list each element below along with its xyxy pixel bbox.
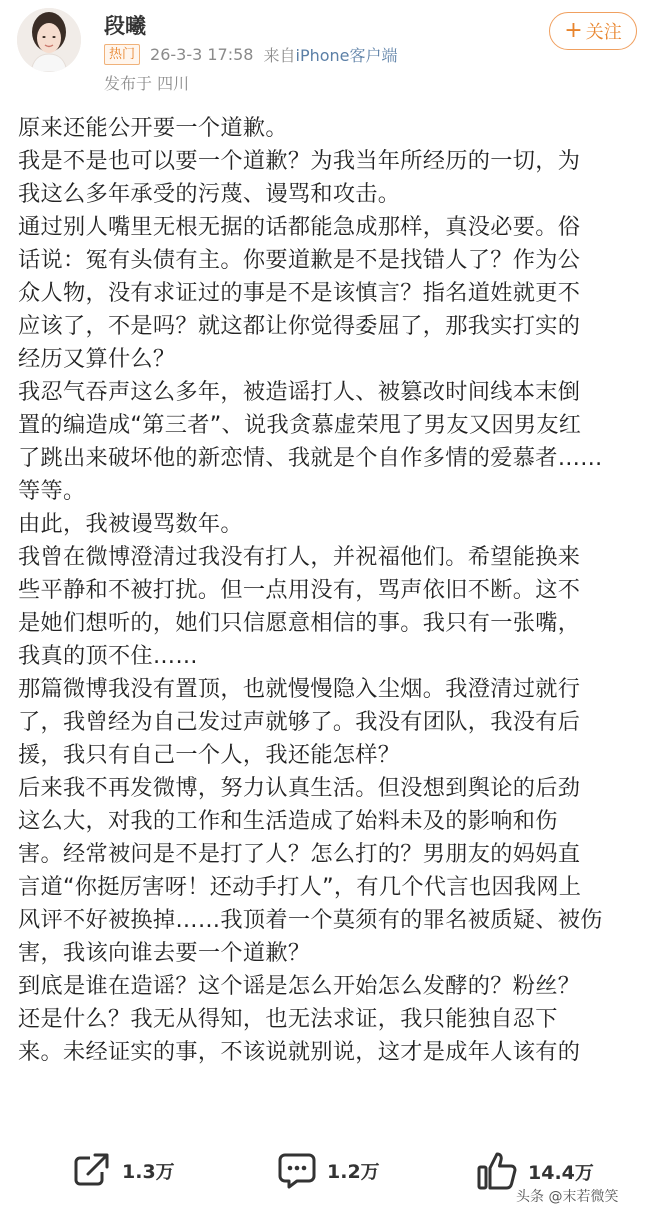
comment-icon: [277, 1150, 317, 1190]
share-button[interactable]: [72, 1150, 175, 1190]
post-line: 了，我曾经为自己发过声就够了。我没有团队，我没有后: [18, 709, 581, 735]
follow-button[interactable]: [549, 12, 637, 50]
post-line: 话说：冤有头债有主。你要道歉是不是找错人了？作为公: [18, 247, 581, 273]
post-header: [0, 0, 657, 110]
post-line: 还是什么？我无从得知，也无法求证，我只能独自忍下: [18, 1006, 558, 1032]
post-line: 言道“你挺厉害呀！还动手打人”，有几个代言也因我网上: [18, 874, 582, 900]
post-line: 了跳出来破坏他的新恋情、我就是个自作多情的爱慕者……: [18, 445, 603, 471]
share-count: 1.3万: [122, 1160, 175, 1183]
post-line: 后来我不再发微博，努力认真生活。但没想到舆论的后劲: [18, 775, 581, 801]
comment-count: 1.2万: [327, 1160, 380, 1183]
post-line: 援，我只有自己一个人，我还能怎样？: [18, 742, 401, 768]
post-line: 些平静和不被打扰。但一点用没有，骂声依旧不断。这不: [18, 577, 581, 603]
post-time: 26-3-3 17:58: [150, 44, 254, 64]
share-icon: [72, 1150, 112, 1190]
post-location: 发布于 四川: [104, 74, 190, 93]
like-count: 14.4万: [528, 1161, 594, 1184]
thumbs-up-icon: [476, 1150, 518, 1192]
post-meta: [104, 43, 398, 65]
avatar[interactable]: [17, 8, 81, 72]
plus-icon: +: [564, 18, 583, 43]
post-line: 风评不好被换掉……我顶着一个莫须有的罪名被质疑、被伤: [18, 907, 603, 933]
post-line: 众人物，没有求证过的事是不是该慎言？指名道姓就更不: [18, 280, 581, 306]
post-line: 是她们想听的，她们只信愿意相信的事。我只有一张嘴，: [18, 610, 581, 636]
post-line: 经历又算什么？: [18, 346, 176, 372]
username[interactable]: 段曦: [104, 14, 146, 38]
post-line: 我这么多年承受的污蔑、谩骂和攻击。: [18, 181, 401, 207]
post-line: 我是不是也可以要一个道歉？为我当年所经历的一切，为: [18, 148, 581, 174]
follow-label: 关注: [585, 22, 622, 43]
source-prefix: 来自: [263, 45, 296, 65]
watermark: 头条 @末若微笑: [516, 1189, 619, 1205]
post-line: 到底是谁在造谣？这个谣是怎么开始怎么发酵的？粉丝？: [18, 973, 581, 999]
post-line: 害。经常被问是不是打了人？怎么打的？男朋友的妈妈直: [18, 841, 581, 867]
hot-badge: 热门: [104, 44, 140, 65]
post-line: 等等。: [18, 478, 86, 504]
avatar-image: [17, 8, 81, 72]
post-line: 原来还能公开要一个道歉。: [18, 115, 288, 141]
post-body: [18, 112, 643, 1134]
post-line: 这么大，对我的工作和生活造成了始料未及的影响和伤: [18, 808, 558, 834]
post-line: 我忍气吞声这么多年，被造谣打人、被篡改时间线本末倒: [18, 379, 581, 405]
comment-button[interactable]: [277, 1150, 380, 1190]
post-line: 来。未经证实的事，不该说就别说，这才是成年人该有的: [18, 1039, 581, 1065]
post-line: 那篇微博我没有置顶，也就慢慢隐入尘烟。我澄清过就行: [18, 676, 581, 702]
post-line: 我真的顶不住……: [18, 643, 198, 669]
post-line: 应该了，不是吗？就这都让你觉得委屈了，那我实打实的: [18, 313, 581, 339]
post-line: 害，我该向谁去要一个道歉？: [18, 940, 311, 966]
post-line: 由此，我被谩骂数年。: [18, 511, 243, 537]
post-line: 置的编造成“第三者”、说我贪慕虚荣甩了男友又因男友红: [18, 412, 582, 438]
source-device[interactable]: iPhone客户端: [295, 45, 398, 65]
post-line: 我曾在微博澄清过我没有打人，并祝福他们。希望能换来: [18, 544, 581, 570]
post-line: 通过别人嘴里无根无据的话都能急成那样，真没必要。俗: [18, 214, 581, 240]
